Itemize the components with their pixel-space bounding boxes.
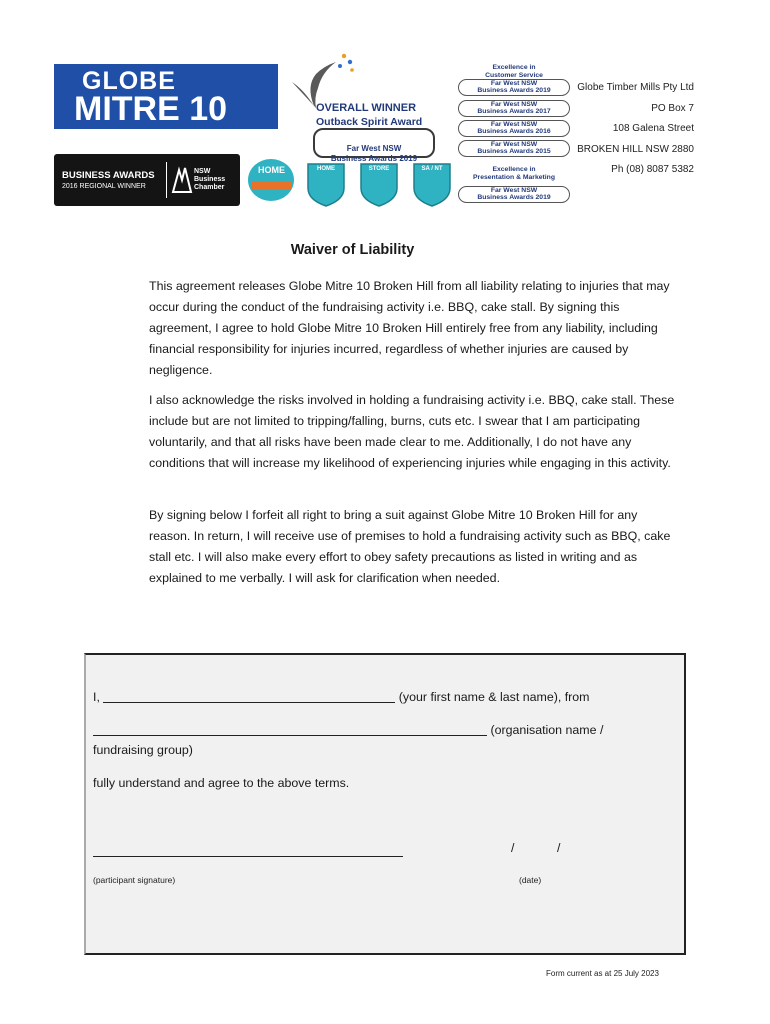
document-title: Waiver of Liability [290,242,415,258]
form-line-group: fundraising group) [93,743,193,757]
paragraph-risks: I also acknowledge the risks involved in holding a fundraising activity i.e. BBQ, cake stall. These include but are not limited to tripping/falling, burns, cuts etc. I swear that I am participating voluntarily, and that all risks have been made clear to me. Additionally, I do not have any conditions that will increase my likelihood of experiencing injuries while engaging in this activity. [149,393,675,470]
shield-2-name: STORE [368,166,390,172]
company-address [572,78,694,181]
outback-line2: Outback Spirit Award [316,116,423,128]
award-7-title: Far West NSW [490,187,538,194]
chamber-line1: NSW [194,168,211,175]
award-ribbon-5 [458,140,570,157]
business-awards-sub: 2016 REGIONAL WINNER [62,183,146,190]
chamber-line2: Business [194,176,226,183]
outback-sub-text: Far West NSW Business Awards 2019 [330,144,418,163]
award-3-title: Far West NSW [490,101,538,108]
address-line-company: Globe Timber Mills Pty Ltd [577,82,694,93]
form-name-prefix: I, [93,690,104,704]
address-line-street: 108 Galena Street [612,123,694,134]
award-ribbon-2 [458,79,570,96]
home-badge-label: HOME [258,165,285,175]
award-2-sub: Business Awards 2019 [477,86,551,94]
badge-divider [166,162,167,198]
name-blank-field[interactable] [103,690,395,703]
award-4-sub: Business Awards 2016 [477,127,551,135]
outback-sub-ribbon [313,128,435,163]
award-ribbon-4 [458,120,570,137]
address-line-pobox: PO Box 7 [651,102,694,114]
business-awards-badge [54,154,240,206]
award-ribbon-6 [458,166,570,181]
award-ribbon-3 [458,100,570,117]
award-4-title: Far West NSW [490,121,538,128]
organisation-blank-field[interactable] [93,723,487,736]
logo-line1: GLOBE [82,67,176,95]
form-line-name [93,690,590,704]
date-separator-1: / [511,841,515,855]
form-line-organisation [93,723,603,737]
award-6-title: Excellence in [492,166,536,173]
form-version-footer: Form current as at 25 July 2023 [546,969,659,978]
address-line-phone: Ph (08) 8087 5382 [611,164,694,175]
outback-line1: OVERALL WINNER [316,102,417,114]
logo-line2: MITRE 10 [74,90,228,128]
award-1-sub: Customer Service [485,71,543,79]
award-5-sub: Business Awards 2015 [477,147,551,155]
nsw-chamber-emblem-icon [171,166,193,194]
store-of-year-shield-1 [304,160,348,208]
form-name-suffix: (your first name & last name), from [395,690,590,704]
award-ribbon-7 [458,186,570,203]
award-2-title: Far West NSW [490,80,538,87]
date-label: (date) [519,875,542,885]
award-5-title: Far West NSW [490,141,538,148]
store-of-year-shield-3 [410,160,454,208]
nsw-chamber-text [194,168,225,192]
award-3-sub: Business Awards 2017 [477,107,551,115]
award-7-sub: Business Awards 2019 [477,193,551,201]
signature-label: (participant signature) [93,875,176,885]
globe-mitre10-logo [54,64,278,129]
shield-1-name: HOME [317,166,335,172]
business-awards-title: BUSINESS AWARDS [62,170,155,181]
award-1-title: Excellence in [492,64,536,71]
address-line-city: BROKEN HILL NSW 2880 [577,143,694,155]
award-ribbon-1 [458,64,570,79]
store-of-year-shield-2 [357,160,401,208]
paragraph-release: This agreement releases Globe Mitre 10 Broken Hill from all liability relating to injuries that may occur during the conduct of the fundraising activity i.e. BBQ, cake stall. By signing this agreement, I agree to hold Globe Mitre 10 Broken Hill entirely free from any liability, including financial responsibility for injuries incurred, regardless of whether injuries are caused by negligence. [149,279,670,377]
chamber-line3: Chamber [194,184,225,191]
form-organisation-suffix: (organisation name / [487,723,604,737]
paragraph-forfeit: By signing below I forfeit all right to bring a suit against Globe Mitre 10 Broken Hill for any reason. In return, I will receive use of premises to hold a fundraising activity such as BBQ, cake stall etc. I will also make every effort to obey safety precautions as listed in writing and as explained to me verbally. I will ask for clarification when needed. [149,508,671,585]
award-6-sub: Presentation & Marketing [473,173,555,181]
form-line-agree: fully understand and agree to the above terms. [93,776,350,790]
shield-3-name: SA / NT [421,166,443,172]
date-separator-2: / [557,841,561,855]
signature-line-field[interactable] [93,856,403,857]
